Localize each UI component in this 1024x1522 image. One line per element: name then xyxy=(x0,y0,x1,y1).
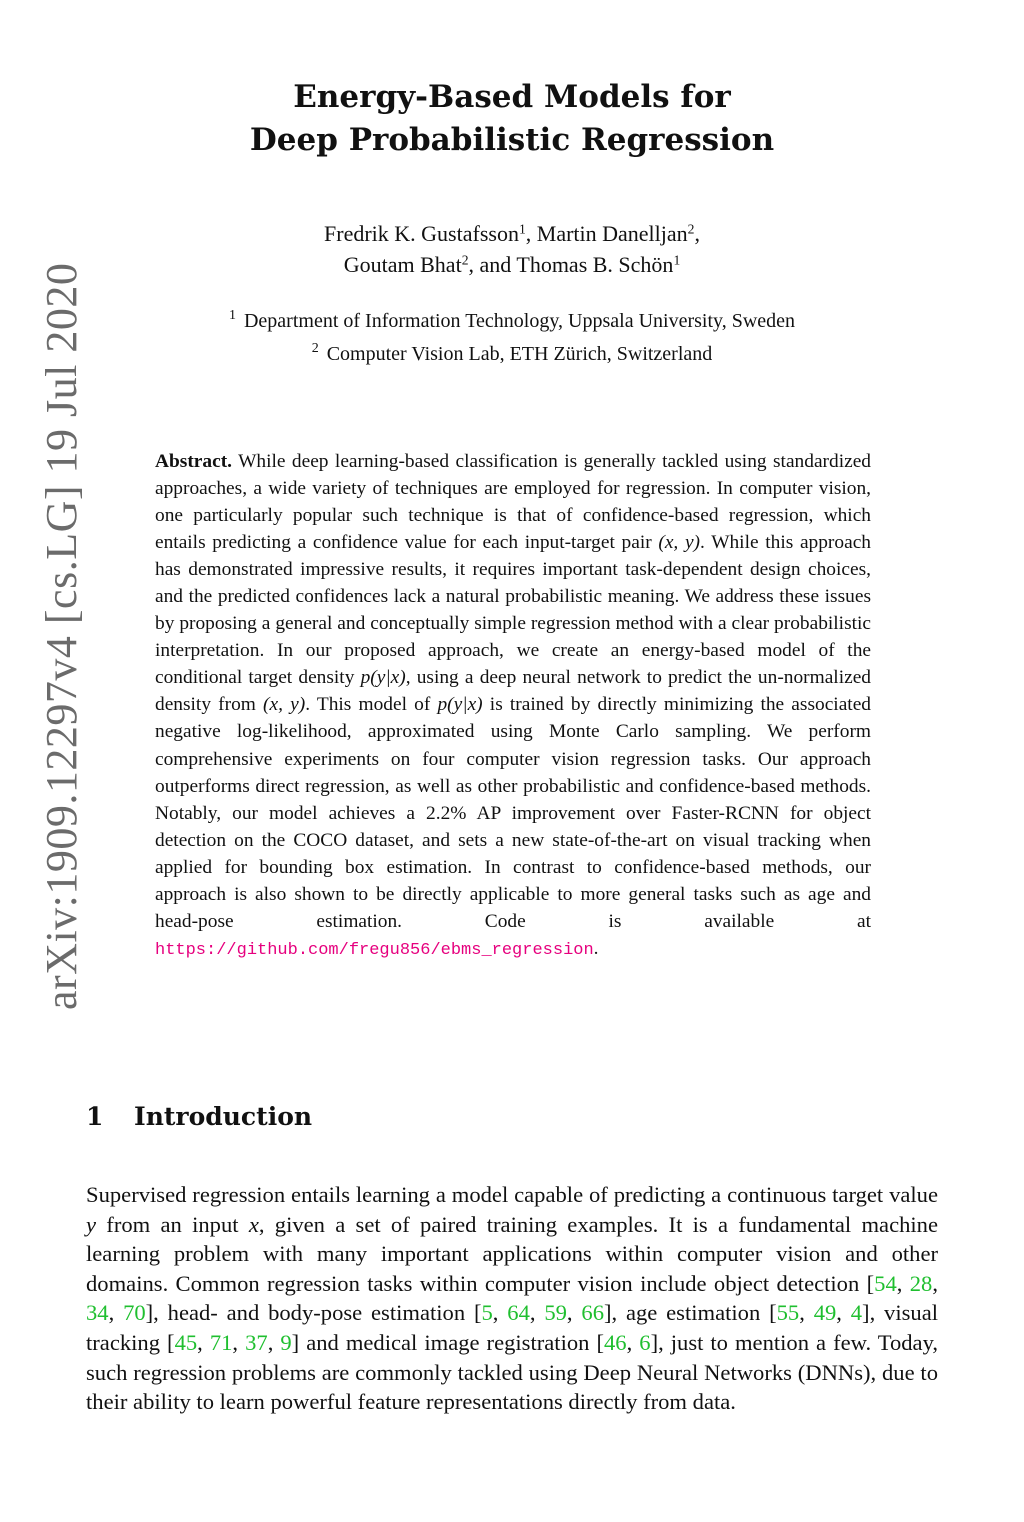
section-number: 1 xyxy=(86,1102,104,1131)
author-conjunction: and xyxy=(479,252,512,277)
math-inline: p(y|x) xyxy=(360,667,406,689)
math-inline: y xyxy=(86,1211,97,1237)
citation-link[interactable]: 28 xyxy=(909,1270,933,1296)
citation-link[interactable]: 64 xyxy=(507,1300,530,1326)
author-name: Fredrik K. Gustafsson xyxy=(324,221,519,246)
abstract xyxy=(155,448,871,964)
body-text: ], head- and body-pose estimation [ xyxy=(145,1300,482,1326)
author-affil-sup: 1 xyxy=(673,252,681,268)
abstract-text: . xyxy=(593,937,599,959)
body-text: ], age estimation [ xyxy=(603,1300,777,1326)
citation-link[interactable]: 34 xyxy=(86,1300,109,1326)
abstract-label: Abstract. xyxy=(155,451,233,472)
citation-link[interactable]: 6 xyxy=(639,1329,651,1355)
author-line-2: Goutam Bhat$^2$, and Thomas B. Schön$^1$ xyxy=(343,252,681,277)
affiliation-text: Computer Vision Lab, ETH Zürich, Switzerland xyxy=(326,343,713,365)
author-name: Goutam Bhat xyxy=(343,252,462,277)
citation-link[interactable]: 59 xyxy=(544,1300,567,1326)
citation-link[interactable]: 5 xyxy=(481,1300,493,1326)
affiliation-list xyxy=(0,302,1024,368)
citation-link[interactable]: 70 xyxy=(123,1300,146,1326)
abstract-text: is trained by directly minimizing the associated negative log-likelihood, approximated using Monte Carlo sampling. We perform comprehensive experiments on four computer vision regression tasks. Our approach outperforms direct regression, as well as other probabilistic and confidence-based methods. Notably, our model achieves a 2.2% AP improvement over Faster-RCNN for object detection on the COCO dataset, and sets a new state-of-the-art on visual tracking when applied for bounding box estimation. In contrast to confidence-based methods, our approach is also shown to be directly applicable to more general tasks such as age and head-pose estimation. Code is available at xyxy=(155,694,871,932)
body-text: , given a set of paired training examples. It is a fundamental machine learning problem with many important applications within computer vision and other domains. Common regression tasks within computer vision include object detection [ xyxy=(86,1211,938,1296)
abstract-text: While deep learning-based classification is generally tackled using standardized approaches, a wide variety of techniques are employed for regression. In computer vision, one particularly popular such technique is that of confidence-based regression, which entails predicting a confidence value for each input-target pair xyxy=(155,451,871,554)
citation-link[interactable]: 37 xyxy=(245,1329,268,1355)
citation-link[interactable]: 54 xyxy=(874,1270,897,1296)
body-text: ] and medical image registration [ xyxy=(291,1329,604,1355)
author-list xyxy=(0,218,1024,280)
math-inline: (x, y) xyxy=(263,694,306,716)
citation-link[interactable]: 71 xyxy=(209,1329,233,1355)
citation-link[interactable]: 4 xyxy=(850,1300,863,1326)
author-name: Martin Danelljan xyxy=(536,221,688,246)
math-inline: p(y|x) xyxy=(437,694,483,716)
code-repository-link[interactable]: https://github.com/fregu856/ebms_regression xyxy=(155,940,594,960)
paper-title xyxy=(0,76,1024,162)
citation-link[interactable]: 49 xyxy=(813,1300,837,1326)
citation-link[interactable]: 55 xyxy=(776,1300,800,1326)
title-line-1: Energy-Based Models for xyxy=(293,79,731,115)
body-text: from an input xyxy=(96,1211,249,1237)
body-text: Supervised regression entails learning a model capable of predicting a continuous target value xyxy=(86,1182,938,1207)
title-line-2: Deep Probabilistic Regression xyxy=(249,122,775,158)
citation-link[interactable]: 46 xyxy=(604,1329,627,1355)
body-text: ], visual tracking [ xyxy=(86,1300,939,1355)
math-inline: x xyxy=(248,1211,259,1237)
abstract-text: . While this approach has demonstrated impressive results, it requires important task-dependent design choices, and the predicted confidences lack a natural probabilistic meaning. We address these issues by proposing a general and conceptually simple regression method with a clear probabilistic interpretation. In our proposed approach, we create an energy-based model of the conditional target density xyxy=(155,532,871,689)
affiliation-number: 2 xyxy=(311,341,319,356)
affiliation-text: Department of Information Technology, Uppsala University, Sweden xyxy=(243,310,796,332)
arxiv-identifier-stamp: arXiv:1909.12297v4 [cs.LG] 19 Jul 2020 xyxy=(37,262,86,1010)
introduction-paragraph: Supervised regression entails learning a model capable of predicting a continuous target value y from an input x, given a set of paired training examples. It is a fundamental machine learning problem with many important applications within computer vision and other domains. Common regression tasks within computer vision include object detection [54, 28, 34, 70], head- and body-pose estimation [5, 64, 59, 66], age estimation [55, 49, 4], visual tracking [45, 71, 37, 9] and medical image registration [46, 6], just to mention a few. Today, such regression problems are commonly tackled using Deep Neural Networks (DNNs), due to their ability to learn powerful feature representations directly from data. xyxy=(86,1182,939,1415)
author-affil-sup: 2 xyxy=(687,221,695,237)
citation-link[interactable]: 9 xyxy=(280,1329,292,1355)
section-title: Introduction xyxy=(134,1102,313,1131)
abstract-text: , using a deep neural network to predict the un-normalized density from xyxy=(155,667,871,716)
citation-link[interactable]: 45 xyxy=(174,1329,198,1355)
author-affil-sup: 1 xyxy=(518,221,526,237)
citation-link[interactable]: 66 xyxy=(581,1300,604,1326)
author-line-1: Fredrik K. Gustafsson$^1$, Martin Danelljan$^2$, xyxy=(324,221,700,246)
abstract-text: . This model of xyxy=(305,694,438,716)
body-text: ], just to mention a few. Today, such regression problems are commonly tackled using Deep Neural Networks (DNNs), due to their ability to learn powerful feature representations directly from data. xyxy=(86,1329,939,1415)
affiliation xyxy=(0,302,1024,335)
section-heading xyxy=(86,1102,312,1131)
author-name: Thomas B. Schön xyxy=(516,252,674,277)
math-inline: (x, y) xyxy=(658,532,701,554)
author-affil-sup: 2 xyxy=(461,252,469,268)
affiliation xyxy=(0,335,1024,368)
affiliation-number: 1 xyxy=(228,308,236,323)
